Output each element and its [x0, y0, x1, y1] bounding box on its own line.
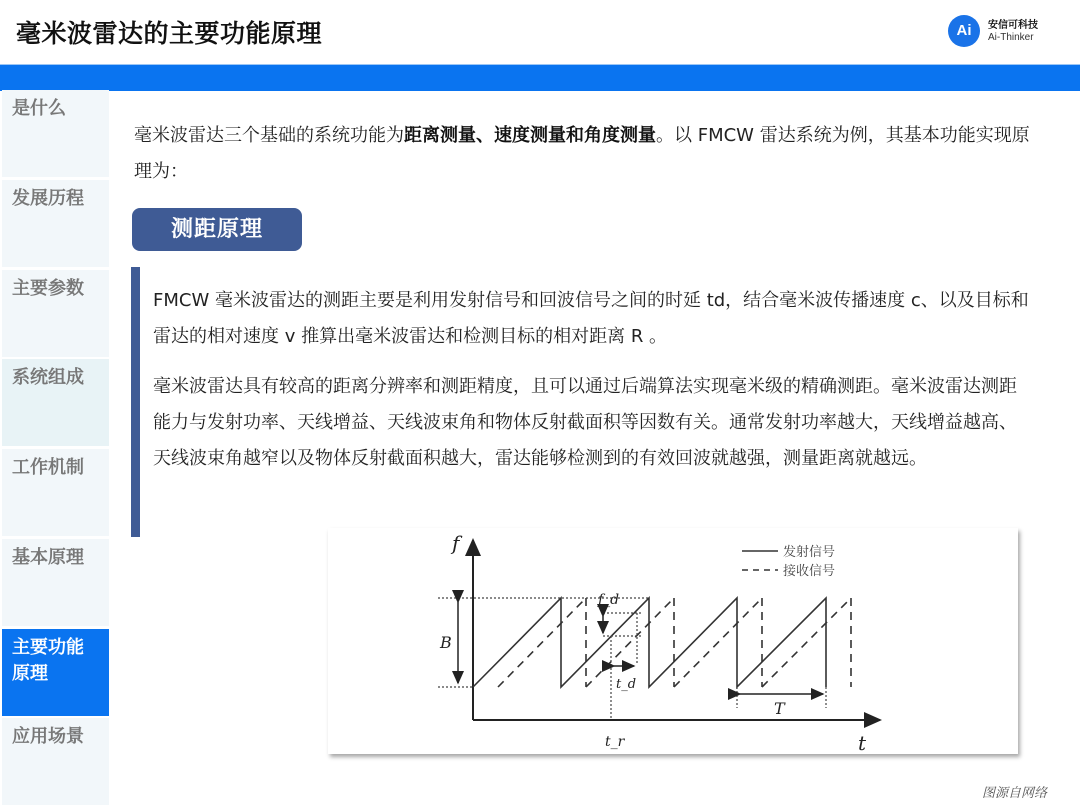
sidebar-nav [0, 90, 109, 810]
intro-prefix: 毫米波雷达三个基础的系统功能为 [134, 125, 404, 146]
brand-logo [948, 14, 1068, 48]
brand-name-en: Ai-Thinker [988, 32, 1034, 43]
ranging-explanation-block [131, 267, 1040, 537]
svg-text:发射信号: 发射信号 [783, 545, 836, 560]
sidebar-item-system-composition[interactable] [2, 359, 109, 446]
svg-text:t_d: t_d [616, 677, 637, 692]
sidebar-item-main-function-principle[interactable] [2, 629, 109, 716]
ai-thinker-logo-icon: Ai [948, 15, 980, 47]
intro-suffix: 。以 FMCW 雷达系统为例，其基本功能实现原理为： [134, 125, 1030, 182]
sidebar-item-history[interactable] [2, 180, 109, 267]
intro-emphasis: 距离测量、速度测量和角度测量 [404, 125, 656, 146]
ranging-paragraph-2: 毫米波雷达具有较高的距离分辨率和测距精度，且可以通过后端算法实现毫米级的精确测距。毫米波雷达测距能力与发射功率、天线增益、天线波束角和物体反射截面积等因数有关。通常发射功率越大，天线增益越高、天线波束角越窄以及物体反射截面积越大，雷达能够检测到的有效回波就越强，测量距离就越远。 [153, 376, 1017, 469]
sidebar-item-label: 主要功能原理 [12, 637, 84, 684]
sidebar-item-label: 是什么 [12, 98, 66, 119]
sidebar-item-main-params[interactable] [2, 270, 109, 357]
image-source-caption: 图源自网络 [982, 786, 1048, 801]
sidebar-item-basic-principle[interactable] [2, 539, 109, 626]
main-content [110, 90, 1080, 810]
sidebar-item-label: 工作机制 [12, 457, 84, 478]
intro-text [134, 118, 1034, 190]
sidebar-item-label: 基本原理 [12, 547, 84, 568]
fmcw-sawtooth-diagram [328, 528, 1018, 754]
header-accent-bar [0, 64, 1080, 91]
svg-text:接收信号: 接收信号 [783, 564, 836, 579]
sidebar-item-label: 发展历程 [12, 188, 84, 209]
sidebar-item-label: 主要参数 [12, 278, 84, 299]
diagram-legend [742, 544, 835, 579]
sidebar-item-label: 系统组成 [12, 367, 84, 388]
svg-text:t: t [858, 731, 867, 754]
sidebar-item-working-mechanism[interactable] [2, 449, 109, 536]
brand-name-cn: 安信可科技 [988, 20, 1038, 31]
svg-text:t_r: t_r [605, 734, 625, 750]
svg-text:T: T [774, 699, 785, 718]
ranging-paragraph-1: FMCW 毫米波雷达的测距主要是利用发射信号和回波信号之间的时延 td，结合毫米波传播速度 c、以及目标和雷达的相对速度 v 推算出毫米波雷达和检测目标的相对距离 R 。 [153, 290, 1029, 347]
section-title-ranging-principle: 测距原理 [132, 208, 302, 251]
header [0, 0, 1080, 64]
sidebar-item-label: 应用场景 [12, 726, 84, 747]
sidebar-item-what-is[interactable] [2, 90, 109, 177]
svg-text:B: B [440, 633, 452, 652]
svg-text:f: f [452, 531, 460, 555]
svg-text:f_d: f_d [598, 592, 620, 608]
fmcw-diagram-svg [328, 528, 1018, 754]
page-title: 毫米波雷达的主要功能原理 [16, 19, 323, 48]
sidebar-item-application-scenarios[interactable] [2, 718, 109, 805]
